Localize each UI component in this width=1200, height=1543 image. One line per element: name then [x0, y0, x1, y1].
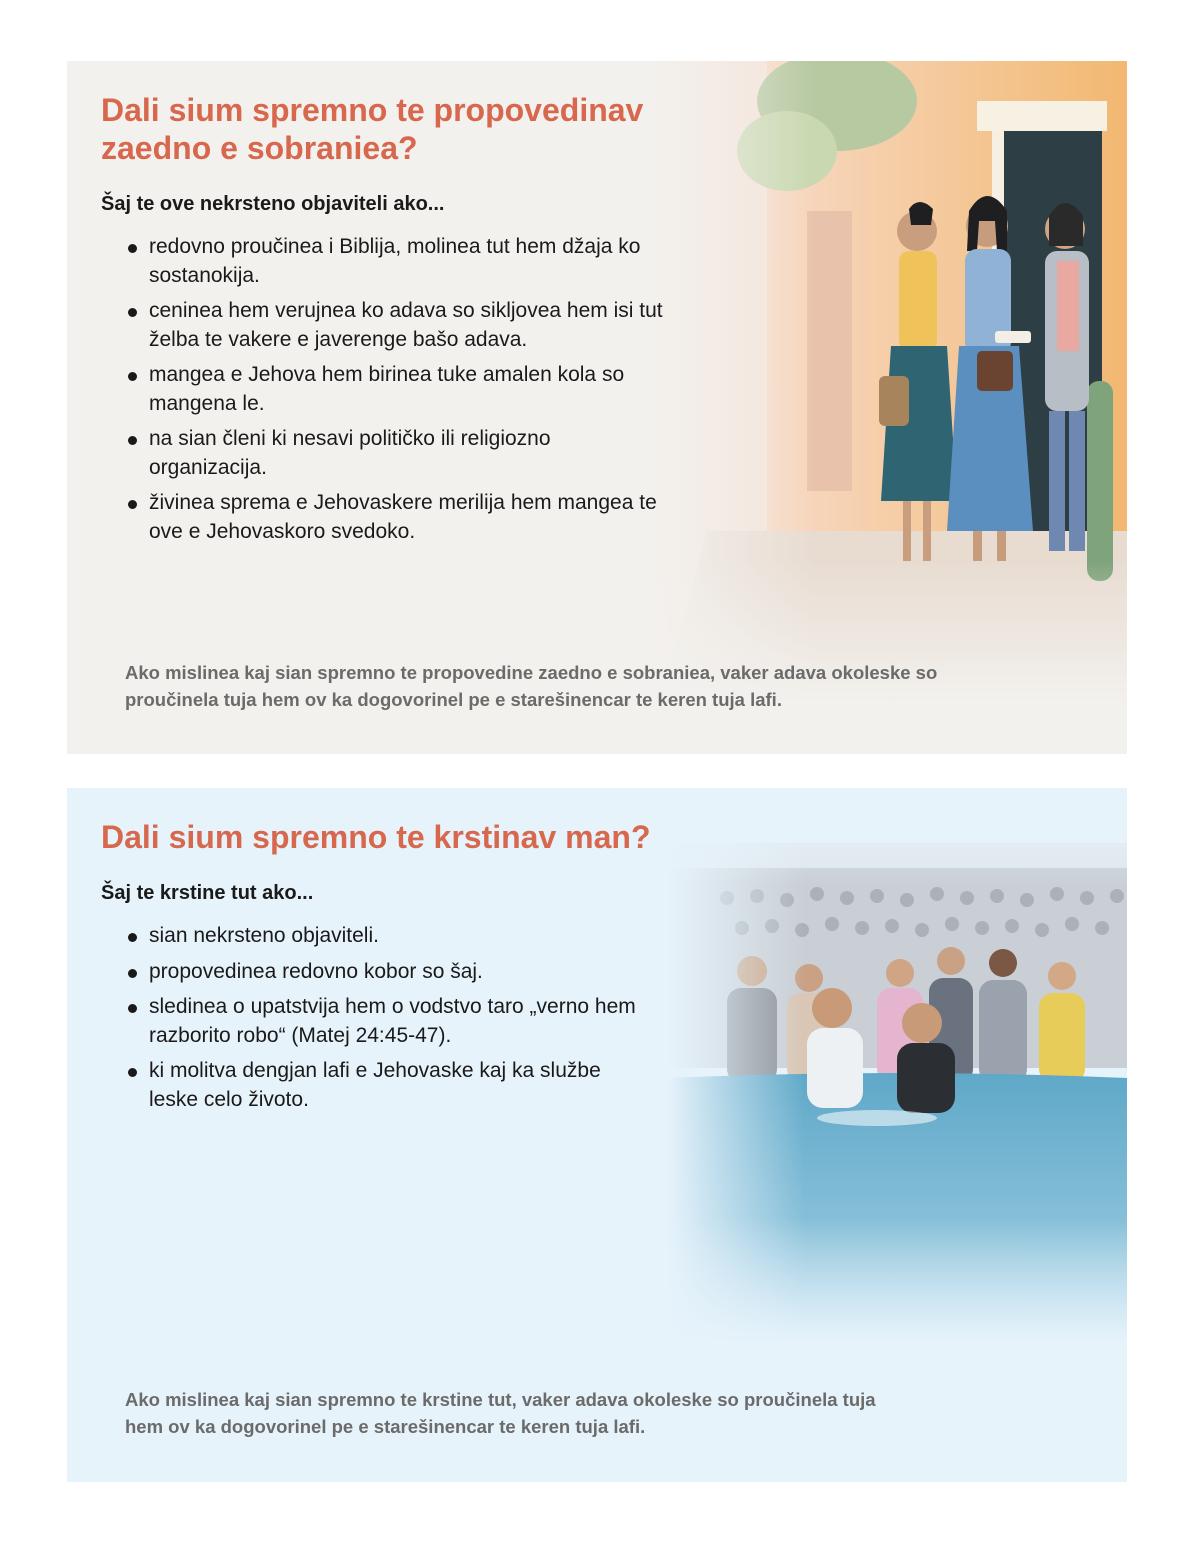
list-item: [125, 1057, 645, 1114]
list-item-text: ceninea hem verujnea ko adava so sikljovea hem isi tut želba te vakere e javerenge bašo adava.: [149, 299, 663, 351]
bullet-icon: [128, 1004, 137, 1013]
list-item: [125, 297, 665, 354]
list-item: [125, 958, 645, 987]
baptism-illustration: [667, 788, 1127, 1482]
section-title: Dali sium spremno te krstinav man?: [101, 819, 651, 855]
bullet-icon: [128, 436, 137, 445]
bullet-icon: [128, 969, 137, 978]
list-item-text: sledinea o upatstvija hem o vodstvo taro „verno hem razborito robo“ (Matej 24:45-47).: [149, 995, 636, 1047]
bullet-icon: [128, 244, 137, 253]
list-item-text: na sian členi ki nesavi političko ili religiozno organizacija.: [149, 427, 551, 479]
list-item-text: živinea sprema e Jehovaskere merilija hem mangea te ove e Jehovaskoro svedoko.: [149, 491, 657, 543]
section-title: Dali sium spremno te propovedinav zaedno e sobraniea?: [101, 92, 644, 166]
list-item: [125, 922, 645, 951]
ministry-readiness-panel: [67, 61, 1127, 754]
list-item: [125, 425, 665, 482]
bullet-icon: [128, 500, 137, 509]
section-lead: Šaj te krstine tut ako...: [101, 882, 314, 904]
list-item-text: redovno proučinea i Biblija, molinea tut hem džaja ko sostanokija.: [149, 235, 641, 287]
list-item-text: mangea e Jehova hem birinea tuke amalen kola so mangena le.: [149, 363, 625, 415]
list-item: [125, 361, 665, 418]
list-item-text: sian nekrsteno objaviteli.: [149, 924, 379, 947]
bullet-icon: [128, 308, 137, 317]
bullet-icon: [128, 372, 137, 381]
list-item: [125, 993, 645, 1050]
section-lead: Šaj te ove nekrsteno objaviteli ako...: [101, 193, 445, 215]
list-item: [125, 489, 665, 546]
section-note: Ako mislinea kaj sian spremno te propovedine zaedno e sobraniea, vaker adava okoleske so proučinela tuja hem ov ka dogovorinel pe e starešinencar te keren tuja lafi.: [125, 662, 938, 710]
section-note: Ako mislinea kaj sian spremno te krstine tut, vaker adava okoleske so proučinela tuja hem ov ka dogovorinel pe e starešinencar te keren tuja lafi.: [125, 1389, 876, 1437]
door-to-door-ministry-illustration: [647, 61, 1127, 754]
list-item: [125, 233, 665, 290]
baptism-readiness-panel: [67, 788, 1127, 1482]
list-item-text: ki molitva dengjan lafi e Jehovaske kaj ka službe leske celo životo.: [149, 1059, 601, 1111]
list-item-text: propovedinea redovno kobor so šaj.: [149, 959, 483, 983]
requirements-list: [125, 922, 645, 1121]
requirements-list: [125, 233, 665, 553]
bullet-icon: [128, 1068, 137, 1077]
bullet-icon: [128, 933, 137, 942]
